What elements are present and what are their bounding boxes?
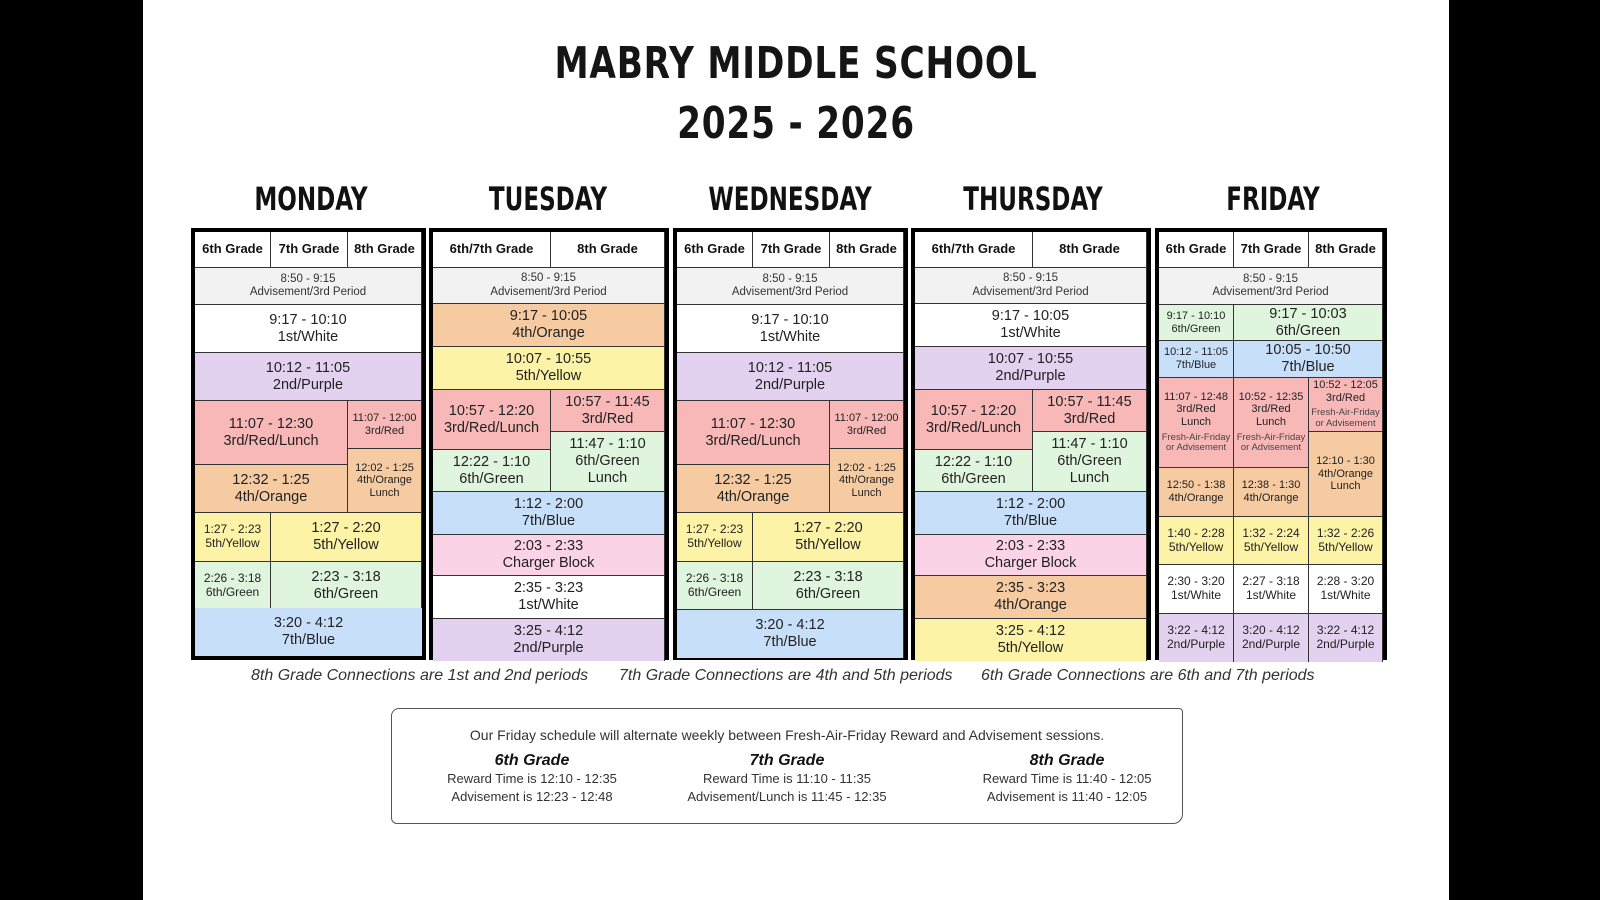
monday-table [191,228,426,660]
period-cell: 10:12 - 11:05 7th/Blue [1159,341,1234,378]
advisement-cell: 8:50 - 9:15 Advisement/3rd Period [433,268,665,304]
period-cell: 12:32 - 1:25 4th/Orange [195,465,348,513]
period-cell: 1:32 - 2:24 5th/Yellow [1234,517,1309,565]
period-cell: 3:20 - 4:12 7th/Blue [677,610,904,658]
period-cell: 10:57 - 11:45 3rd/Red [551,390,665,432]
period-cell: 10:57 - 11:45 3rd/Red [1033,390,1147,432]
advisement-cell: 8:50 - 9:15 Advisement/3rd Period [195,268,422,305]
period-cell: 1:27 - 2:23 5th/Yellow [195,513,271,562]
period-cell: 10:07 - 10:55 5th/Yellow [433,347,665,390]
period-cell: 9:17 - 10:10 1st/White [195,305,422,353]
header-7th: 7th Grade [1234,232,1309,268]
period-cell: 1:12 - 2:00 7th/Blue [915,492,1147,535]
day-wednesday: WEDNESDAY [708,180,872,218]
period-cell: 12:02 - 1:25 4th/Orange Lunch [348,449,422,513]
day-friday: FRIDAY [1226,180,1320,218]
period-cell: 1:40 - 2:28 5th/Yellow [1159,517,1234,565]
wednesday-table [673,228,908,660]
thursday-table [911,228,1151,660]
period-cell: 10:57 - 12:20 3rd/Red/Lunch [433,390,551,450]
period-cell: 2:26 - 3:18 6th/Green [677,562,753,610]
header-7th: 7th Grade [753,232,830,268]
period-cell: 2:03 - 2:33 Charger Block [915,535,1147,576]
friday-note-message: Our Friday schedule will alternate weekly between Fresh-Air-Friday Reward and Advisement sessions. [469,727,1105,743]
period-cell: 2:23 - 3:18 6th/Green [271,562,422,610]
period-cell: 2:28 - 3:20 1st/White [1309,565,1383,614]
period-cell: 3:25 - 4:12 5th/Yellow [915,619,1147,661]
period-cell: 9:17 - 10:05 1st/White [915,304,1147,347]
header-6th-7th: 6th/7th Grade [433,232,551,268]
period-cell: 9:17 - 10:10 1st/White [677,305,904,353]
friday-note-box [391,708,1183,824]
period-cell: 2:35 - 3:23 1st/White [433,576,665,619]
friday-note-6th: 6th Grade Reward Time is 12:10 - 12:35 Advisement is 12:23 - 12:48 [447,752,617,804]
period-cell: 9:17 - 10:10 6th/Green [1159,305,1234,341]
period-cell: 12:02 - 1:25 4th/Orange Lunch [830,449,904,513]
period-cell: 12:22 - 1:10 6th/Green [433,450,551,492]
header-8th: 8th Grade [1309,232,1383,268]
period-cell: 1:12 - 2:00 7th/Blue [433,492,665,535]
period-cell: 3:20 - 4:12 2nd/Purple [1234,614,1309,662]
header-8th: 8th Grade [1033,232,1147,268]
period-cell: 12:50 - 1:38 4th/Orange [1159,468,1234,517]
advisement-cell: 8:50 - 9:15 Advisement/3rd Period [1159,268,1383,305]
period-cell: 3:20 - 4:12 7th/Blue [195,608,422,656]
period-cell: 12:22 - 1:10 6th/Green [915,450,1033,492]
period-cell: 12:32 - 1:25 4th/Orange [677,465,830,513]
tuesday-table [429,228,669,660]
period-cell: 10:52 - 12:35 3rd/Red Lunch Fresh-Air-Friday or Advisement [1234,378,1309,468]
friday-note-8th: 8th Grade Reward Time is 11:40 - 12:05 Advisement is 11:40 - 12:05 [982,752,1152,804]
period-cell: 1:27 - 2:20 5th/Yellow [271,513,422,562]
period-cell: 11:07 - 12:00 3rd/Red [830,401,904,449]
period-cell: 10:07 - 10:55 2nd/Purple [915,347,1147,390]
header-8th: 8th Grade [551,232,665,268]
period-cell: 3:22 - 4:12 2nd/Purple [1159,614,1234,662]
header-7th: 7th Grade [271,232,348,268]
friday-note-7th: 7th Grade Reward Time is 11:10 - 11:35 Advisement/Lunch is 11:45 - 12:35 [687,752,887,804]
period-cell: 3:22 - 4:12 2nd/Purple [1309,614,1383,662]
period-cell: 9:17 - 10:05 4th/Orange [433,304,665,347]
period-cell: 3:25 - 4:12 2nd/Purple [433,619,665,661]
period-cell: 10:57 - 12:20 3rd/Red/Lunch [915,390,1033,450]
period-cell: 10:52 - 12:05 3rd/Red Fresh-Air-Friday or Advisement [1309,378,1383,432]
period-cell: 2:27 - 3:18 1st/White [1234,565,1309,614]
period-cell: 9:17 - 10:03 6th/Green [1234,305,1383,341]
header-6th: 6th Grade [195,232,271,268]
friday-table [1155,228,1387,660]
school-title: MABRY MIDDLE SCHOOL [554,38,1038,89]
school-year: 2025 - 2026 [677,98,915,149]
advisement-cell: 8:50 - 9:15 Advisement/3rd Period [677,268,904,305]
period-cell: 10:05 - 10:50 7th/Blue [1234,341,1383,378]
period-cell: 10:12 - 11:05 2nd/Purple [195,353,422,401]
connections-7th: 7th Grade Connections are 4th and 5th periods [619,667,953,684]
period-cell: 2:30 - 3:20 1st/White [1159,565,1234,614]
period-cell: 11:07 - 12:30 3rd/Red/Lunch [195,401,348,465]
period-cell: 11:07 - 12:30 3rd/Red/Lunch [677,401,830,465]
header-8th: 8th Grade [830,232,904,268]
header-8th: 8th Grade [348,232,422,268]
day-thursday: THURSDAY [963,180,1103,218]
period-cell: 2:26 - 3:18 6th/Green [195,562,271,610]
period-cell: 12:38 - 1:30 4th/Orange [1234,468,1309,517]
period-cell: 11:07 - 12:00 3rd/Red [348,401,422,449]
period-cell: 11:47 - 1:10 6th/Green Lunch [1033,432,1147,492]
header-6th: 6th Grade [1159,232,1234,268]
period-cell: 2:03 - 2:33 Charger Block [433,535,665,576]
period-cell: 2:35 - 3:23 4th/Orange [915,576,1147,619]
connections-6th: 6th Grade Connections are 6th and 7th periods [981,667,1315,684]
header-6th: 6th Grade [677,232,753,268]
period-cell: 11:47 - 1:10 6th/Green Lunch [551,432,665,492]
period-cell: 10:12 - 11:05 2nd/Purple [677,353,904,401]
header-6th-7th: 6th/7th Grade [915,232,1033,268]
day-tuesday: TUESDAY [488,180,608,218]
period-cell: 1:32 - 2:26 5th/Yellow [1309,517,1383,565]
period-cell: 1:27 - 2:20 5th/Yellow [753,513,904,562]
day-monday: MONDAY [254,180,368,218]
advisement-cell: 8:50 - 9:15 Advisement/3rd Period [915,268,1147,304]
period-cell: 11:07 - 12:48 3rd/Red Lunch Fresh-Air-Friday or Advisement [1159,378,1234,468]
period-cell: 12:10 - 1:30 4th/Orange Lunch [1309,432,1383,517]
schedule-page [143,0,1449,900]
period-cell: 2:23 - 3:18 6th/Green [753,562,904,610]
period-cell: 1:27 - 2:23 5th/Yellow [677,513,753,562]
connections-8th: 8th Grade Connections are 1st and 2nd periods [251,667,589,684]
